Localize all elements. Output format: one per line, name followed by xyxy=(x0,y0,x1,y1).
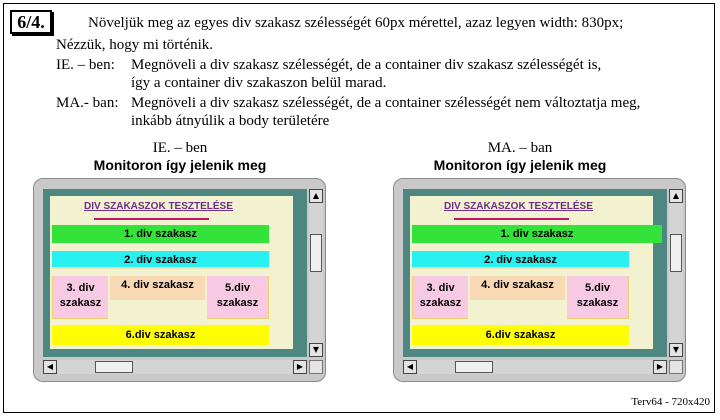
div-block-5-line-1: 5.div xyxy=(224,282,251,294)
vertical-scrollbar[interactable] xyxy=(309,189,323,357)
div-block-3 xyxy=(52,276,108,319)
div-block-3-line-1: 3. div xyxy=(426,282,455,294)
div-block-6: 6.div szakasz xyxy=(52,325,269,345)
horizontal-scrollbar[interactable] xyxy=(43,360,307,374)
div-block-2: 2. div szakasz xyxy=(412,251,629,269)
slide-number: 6/4. xyxy=(10,10,52,34)
scroll-track xyxy=(403,360,667,374)
scroll-thumb[interactable] xyxy=(670,234,682,272)
page-content xyxy=(50,196,293,349)
div-block-4: 4. div szakasz xyxy=(470,276,565,300)
title-underline xyxy=(94,218,209,220)
div-block-3-line-2: szakasz xyxy=(419,297,462,309)
horizontal-scrollbar[interactable] xyxy=(403,360,667,374)
scrollbar-corner xyxy=(309,360,323,374)
div-block-5 xyxy=(207,276,269,319)
ma-line-2: inkább átnyúlik a body területére xyxy=(131,113,330,129)
scroll-track xyxy=(43,360,307,374)
div-block-6: 6.div szakasz xyxy=(412,325,629,345)
right-caption-2: Monitoron így jelenik meg xyxy=(433,157,607,173)
intro-line-2: Nézzük, hogy mi történik. xyxy=(56,37,214,53)
left-caption-1: IE. – ben xyxy=(152,140,208,156)
monitor-ie xyxy=(33,178,326,382)
monitor-ma xyxy=(393,178,686,382)
monitor-screen xyxy=(403,189,667,357)
right-caption-1: MA. – ban xyxy=(487,140,553,156)
div-block-5-line-2: szakasz xyxy=(216,297,259,309)
content-title: DIV SZAKASZOK TESZTELÉSE xyxy=(84,201,233,212)
scrollbar-corner xyxy=(669,360,683,374)
div-block-5 xyxy=(567,276,629,319)
div-block-3-line-2: szakasz xyxy=(59,297,102,309)
ie-label: IE. – ben: xyxy=(56,57,115,73)
div-block-3 xyxy=(412,276,468,319)
arrow-down-icon[interactable]: ▼ xyxy=(309,343,323,357)
div-block-5-line-1: 5.div xyxy=(584,282,611,294)
monitor-screen xyxy=(43,189,307,357)
arrow-up-icon[interactable]: ▲ xyxy=(309,189,323,203)
div-block-3-line-1: 3. div xyxy=(66,282,95,294)
arrow-left-icon[interactable]: ◀ xyxy=(403,360,417,374)
ma-line-1: Megnöveli a div szakasz szélességét, de a container szélességét nem változtatja meg, xyxy=(131,95,641,111)
left-caption-2: Monitoron így jelenik meg xyxy=(93,157,267,173)
div-block-1-overflow: 1. div szakasz xyxy=(412,225,662,243)
div-block-1: 1. div szakasz xyxy=(52,225,269,243)
arrow-left-icon[interactable]: ◀ xyxy=(43,360,57,374)
ma-label: MA.- ban: xyxy=(56,95,119,111)
title-underline xyxy=(454,218,569,220)
ie-line-1: Megnöveli a div szakasz szélességét, de a container div szakasz szélességét is, xyxy=(131,57,602,73)
arrow-up-icon[interactable]: ▲ xyxy=(669,189,683,203)
div-block-4: 4. div szakasz xyxy=(110,276,205,300)
div-block-5-line-2: szakasz xyxy=(576,297,619,309)
page-content xyxy=(410,196,653,349)
ie-line-2: így a container div szakaszon belül marad. xyxy=(131,75,387,91)
scroll-thumb[interactable] xyxy=(95,361,133,373)
footer-label: Terv64 - 720x420 xyxy=(631,396,710,408)
arrow-right-icon[interactable]: ▶ xyxy=(653,360,667,374)
arrow-down-icon[interactable]: ▼ xyxy=(669,343,683,357)
scroll-thumb[interactable] xyxy=(455,361,493,373)
arrow-right-icon[interactable]: ▶ xyxy=(293,360,307,374)
scroll-thumb[interactable] xyxy=(310,234,322,272)
content-title: DIV SZAKASZOK TESZTELÉSE xyxy=(444,201,593,212)
scroll-track xyxy=(309,189,323,357)
vertical-scrollbar[interactable] xyxy=(669,189,683,357)
scroll-track xyxy=(669,189,683,357)
intro-line-1: Növeljük meg az egyes div szakasz szélességét 60px mérettel, azaz legyen width: 830px; xyxy=(88,15,624,31)
div-block-2: 2. div szakasz xyxy=(52,251,269,269)
